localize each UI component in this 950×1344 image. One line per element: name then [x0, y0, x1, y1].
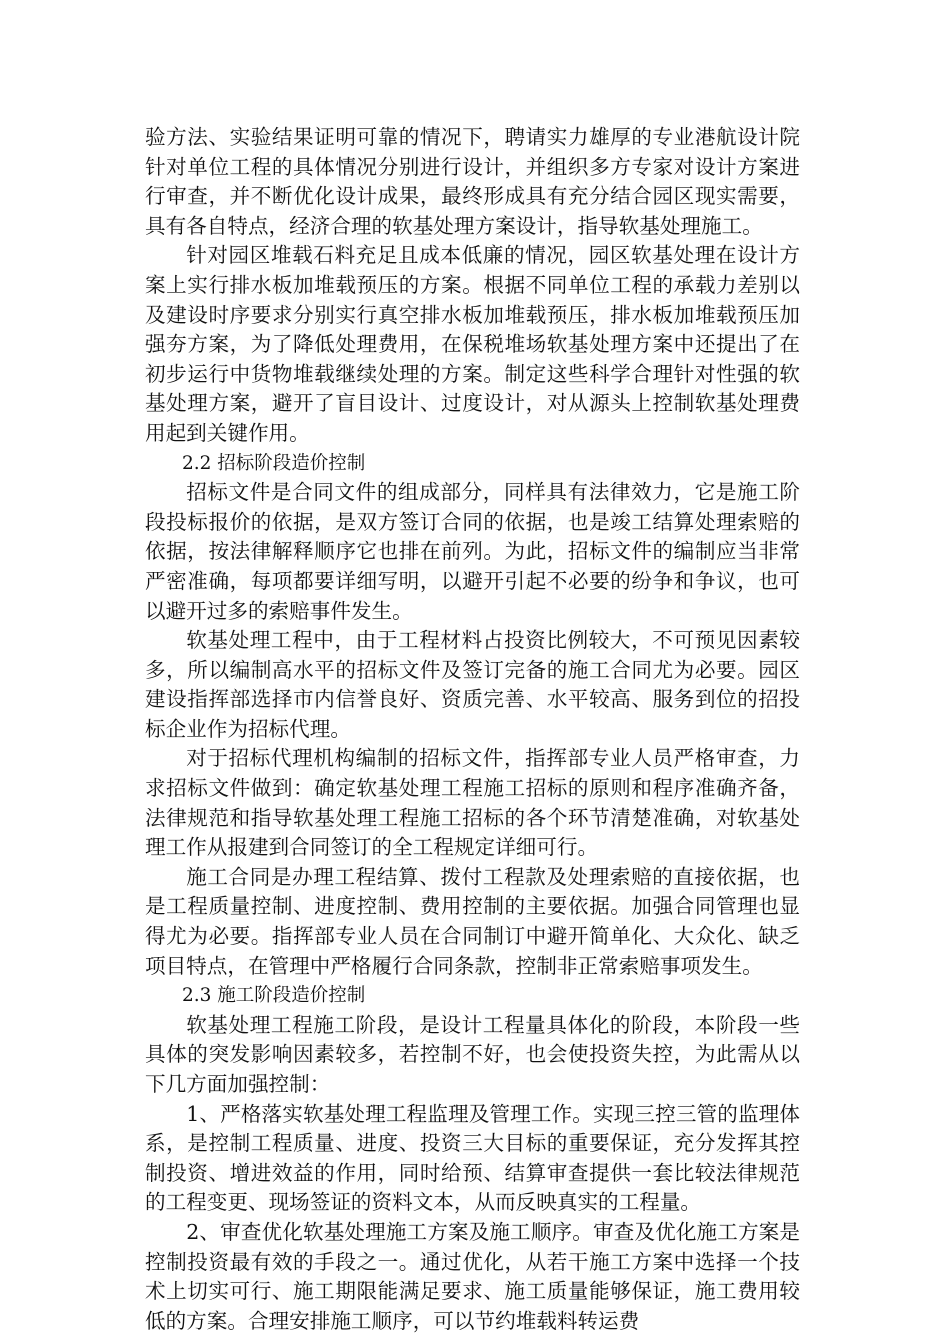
paragraph-item-2: 2、审查优化软基处理施工方案及施工顺序。审查及优化施工方案是控制投资最有效的手段之一。通过优化，从若干施工方案中选择一个技术上切实可行、施工期限能满足要求、施工质量能够保证，施工费用较低的方案。合理安排施工顺序，可以节约堆载料转运费	[145, 1219, 800, 1333]
paragraph-continued: 验方法、实验结果证明可靠的情况下，聘请实力雄厚的专业港航设计院针对单位工程的具体情况分别进行设计，并组织多方专家对设计方案进行审查，并不断优化设计成果，最终形成具有充分结合园区现实需要，具有各自特点，经济合理的软基处理方案设计，指导软基处理施工。	[145, 125, 800, 238]
paragraph-tender-review: 对于招标代理机构编制的招标文件，指挥部专业人员严格审查，力求招标文件做到：确定软基处理工程施工招标的原则和程序准确齐备，法律规范和指导软基处理工程施工招标的各个环节清楚准确，对软基处理工作从报建到合同签订的全工程规定详细可行。	[145, 746, 800, 860]
paragraph-item-1: 1、严格落实软基处理工程监理及管理工作。实现三控三管的监理体系，是控制工程质量、进度、投资三大目标的重要保证，充分发挥其控制投资、增进效益的作用，同时给预、结算审查提供一套比较法律规范的工程变更、现场签证的资料文本，从而反映真实的工程量。	[145, 1101, 800, 1215]
paragraph-tender-documents: 招标文件是合同文件的组成部分，同样具有法律效力，它是施工阶段投标报价的依据，是双方签订合同的依据，也是竣工结算处理索赔的依据，按法律解释顺序它也排在前列。为此，招标文件的编制应当非常严密准确，每项都要详细写明，以避开引起不必要的纷争和争议，也可以避开过多的索赔事件发生。	[145, 480, 800, 623]
section-heading-2-3: 2.3 施工阶段造价控制	[182, 985, 366, 1007]
paragraph-construction-stage: 软基处理工程施工阶段，是设计工程量具体化的阶段，本阶段一些具体的突发影响因素较多，若控制不好，也会使投资失控，为此需从以下几方面加强控制：	[145, 1012, 800, 1096]
paragraph-contract-management: 施工合同是办理工程结算、拨付工程款及处理索赔的直接依据，也是工程质量控制、进度控制、费用控制的主要依据。加强合同管理也显得尤为必要。指挥部专业人员在合同制订中避开简单化、大众化、缺乏项目特点，在管理中严格履行合同条款，控制非正常索赔事项发生。	[145, 864, 800, 978]
paragraph-design-scheme: 针对园区堆载石料充足且成本低廉的情况，园区软基处理在设计方案上实行排水板加堆载预压的方案。根据不同单位工程的承载力差别以及建设时序要求分别实行真空排水板加堆载预压，排水板加堆载预压加强夯方案，为了降低处理费用，在保税堆场软基处理方案中还提出了在初步运行中货物堆载继续处理的方案。制定这些科学合理针对性强的软基处理方案，避开了盲目设计、过度设计，对从源头上控制软基处理费用起到关键作用。	[145, 243, 800, 445]
paragraph-tender-agency: 软基处理工程中，由于工程材料占投资比例较大，不可预见因素较多，所以编制高水平的招标文件及签订完备的施工合同尤为必要。园区建设指挥部选择市内信誉良好、资质完善、水平较高、服务到位的招投标企业作为招标代理。	[145, 628, 800, 741]
section-heading-2-2: 2.2 招标阶段造价控制	[182, 452, 366, 474]
document-page	[145, 123, 800, 1336]
